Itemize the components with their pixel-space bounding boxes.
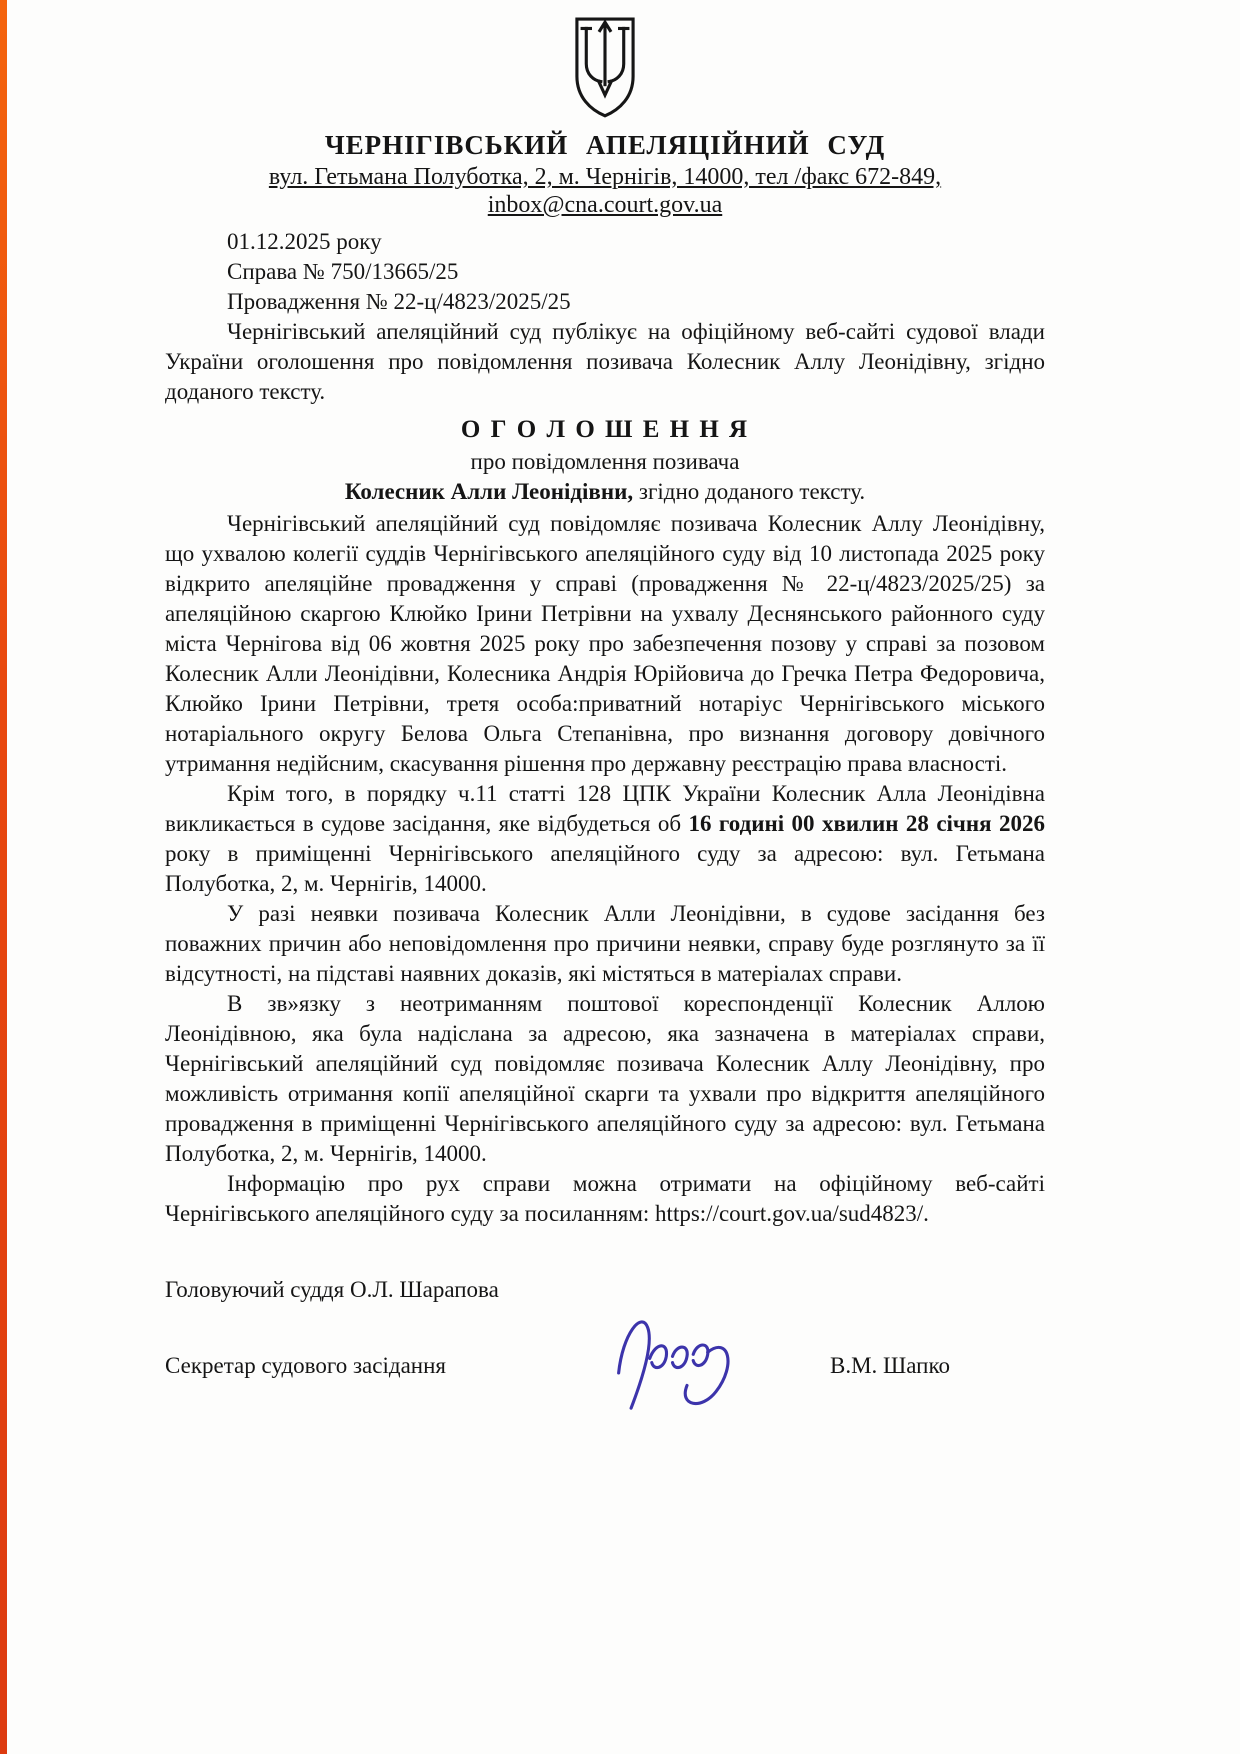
secretary-name: В.М. Шапко xyxy=(830,1353,950,1378)
addressee-rest: згідно доданого тексту. xyxy=(633,479,866,504)
announcement-addressee xyxy=(165,477,1045,507)
document-date: 01.12.2025 року xyxy=(227,229,382,254)
secretary-label: Секретар судового засідання xyxy=(165,1353,446,1378)
case-number: Справа № 750/13665/25 xyxy=(227,259,459,284)
court-address: вул. Гетьмана Полуботка, 2, м. Чернігів, 14000, тел /факс 672-849, xyxy=(268,164,942,190)
announcement-subtitle: про повідомлення позивача xyxy=(470,449,740,474)
paragraph-proceeding-opened: Чернігівський апеляційний суд повідомляє позивача Колесник Аллу Леонідівну, що ухвалою колегії суддів Чернігівського апеляційного суду від 10 листопада 2025 року відкрито апеляційне провадження у справі (провадження № 22-ц/4823/2025/25) за апеляційною скаргою Клюйко Ірини Петрівни на ухвалу Деснянського районного суду міста Чернігова від 06 жовтня 2025 року про забезпечення позову у справі за позовом Колесник Алли Леонідівни, Колесника Андрія Юрійовича до Гречка Петра Федоровича, Клюйко Ірини Петрівни, третя особа:приватний нотаріус Чернігівського міського нотаріального округу Белова Ольга Степанівна, про визнання договору довічного утримання недійсним, скасування рішення про державну реєстрацію права власності. xyxy=(165,511,1045,776)
intro-paragraph: Чернігівський апеляційний суд публікує на офіційному веб-сайті судової влади України оголошення про повідомлення позивача Колесник Аллу Леонідівну, згідно доданого тексту. xyxy=(165,319,1045,404)
case-meta xyxy=(227,227,1045,317)
paragraph-absence: У разі неявки позивача Колесник Алли Леонідівни, в судове засідання без поважних причин або неповідомлення про причини неявки, справу буде розглянуто за її відсутності, на підставі наявних доказів, які містяться в матеріалах справи. xyxy=(165,901,1045,986)
scan-edge-artifact xyxy=(0,0,7,1754)
court-email: inbox@cna.court.gov.ua xyxy=(487,192,723,218)
judge-signature-line: Головуючий суддя О.Л. Шарапова xyxy=(165,1277,499,1302)
paragraph-hearing xyxy=(165,779,1045,899)
secretary-signature-row xyxy=(165,1345,1045,1389)
paragraph-mail: В зв»язку з неотриманням поштової кореспонденції Колесник Аллою Леонідівною, яка була надіслана за адресою, яка зазначена в матеріалах справи, Чернігівський апеляційний суд повідомляє позивача Колесник Аллу Леонідівну, про можливість отримання копії апеляційної скарги та ухвали про відкриття апеляційного провадження в приміщенні Чернігівського апеляційного суду за адресою: вул. Гетьмана Полуботка, 2, м. Чернігів, 14000. xyxy=(165,991,1045,1166)
addressee-name: Колесник Алли Леонідівни, xyxy=(344,479,634,504)
court-name: ЧЕРНІГІВСЬКИЙ АПЕЛЯЦІЙНИЙ СУД xyxy=(324,130,886,160)
ukraine-trident-emblem xyxy=(568,16,642,120)
proceeding-number: Провадження № 22-ц/4823/2025/25 xyxy=(227,289,571,314)
announcement-title: О Г О Л О Ш Е Н Н Я xyxy=(460,416,750,443)
hearing-text-post: року в приміщенні Чернігівського апеляційного суду за адресою: вул. Гетьмана Полуботка, 2, м. Чернігів, 14000. xyxy=(165,841,1045,896)
handwritten-signature-icon xyxy=(600,1287,745,1432)
hearing-text-pre: Крім того, в порядку ч.11 статті 128 ЦПК України Колесник Алла Леонідівна викликається в судове засідання, яке відбудеться об xyxy=(165,781,1045,836)
paragraph-info-link: Інформацію про рух справи можна отримати на офіційному веб-сайті Чернігівського апеляційного суду за посиланням: https://court.gov.ua/sud4823/. xyxy=(165,1171,1045,1226)
document-content xyxy=(165,12,1045,1389)
hearing-datetime: 16 годині 00 хвилин 28 січня 2026 xyxy=(688,811,1045,836)
